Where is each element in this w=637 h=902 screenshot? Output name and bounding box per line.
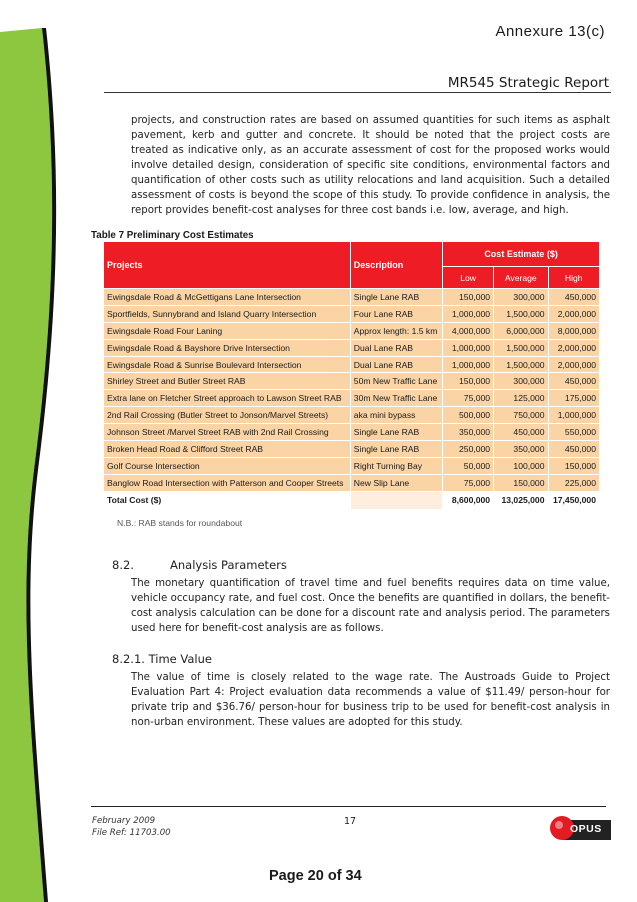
cost-estimates-table [103,241,600,510]
opus-logo [549,815,611,843]
total-row [104,492,599,509]
annexure-label: Annexure 13(c) [495,23,605,40]
column-header-cost-estimate: Cost Estimate ($) [443,242,599,266]
low-cell: 500,000 [443,407,493,423]
table-row [104,390,599,406]
project-cell: Johnson Street /Marvel Street RAB with 2nd Rail Crossing [104,424,350,440]
page-counter: Page 20 of 34 [269,868,362,884]
average-cell: 350,000 [494,441,547,457]
project-cell: Broken Head Road & Clifford Street RAB [104,441,350,457]
high-cell: 8,000,000 [549,323,600,339]
description-cell: 50m New Traffic Lane [351,373,442,389]
low-cell: 150,000 [443,289,493,305]
project-cell: Extra lane on Fletcher Street approach to Lawson Street RAB [104,390,350,406]
project-cell: Ewingsdale Road Four Laning [104,323,350,339]
column-header-description: Description [351,242,442,288]
high-cell: 450,000 [549,289,600,305]
low-cell: 150,000 [443,373,493,389]
low-cell: 350,000 [443,424,493,440]
footer-date: February 2009 [92,816,156,826]
column-header-high: High [549,267,600,288]
table-row [104,475,599,491]
footer-rule [91,806,606,807]
project-cell: Sportfields, Sunnybrand and Island Quarry Intersection [104,306,350,322]
footer-file-ref: File Ref: 11703.00 [92,828,171,838]
page-number: 17 [344,816,357,827]
time-value-paragraph: The value of time is closely related to the wage rate. The Austroads Guide to Project Evaluation Part 4: Project evaluation data recommends a value of $11.49/ person-hour for private trip and $36.76/ person-hour for business trip to be used for benefit-cost analysis in non-urban environment. These values are adopted for this study. [131,672,610,728]
column-header-average: Average [494,267,547,288]
table-row [104,289,599,305]
average-cell: 300,000 [494,289,547,305]
table-caption: Table 7 Preliminary Cost Estimates [91,230,254,241]
average-cell: 1,500,000 [494,306,547,322]
footer-info [92,815,171,839]
table-row [104,458,599,474]
column-header-projects: Projects [104,242,350,288]
table-row [104,424,599,440]
section-title: Analysis Parameters [170,558,287,572]
average-cell: 450,000 [494,424,547,440]
low-cell: 75,000 [443,475,493,491]
description-cell: New Slip Lane [351,475,442,491]
description-cell: Approx length: 1.5 km [351,323,442,339]
average-cell: 100,000 [494,458,547,474]
average-cell: 6,000,000 [494,323,547,339]
table-row [104,340,599,356]
high-cell: 2,000,000 [549,306,600,322]
table-row [104,306,599,322]
table-row [104,407,599,423]
table-row [104,373,599,389]
average-cell: 300,000 [494,373,547,389]
low-cell: 4,000,000 [443,323,493,339]
average-cell: 750,000 [494,407,547,423]
project-cell: Ewingsdale Road & McGettigans Lane Intersection [104,289,350,305]
high-cell: 1,000,000 [549,407,600,423]
low-cell: 1,000,000 [443,306,493,322]
description-cell: aka mini bypass [351,407,442,423]
low-cell: 50,000 [443,458,493,474]
average-cell: 125,000 [494,390,547,406]
description-cell: Single Lane RAB [351,424,442,440]
intro-paragraph: projects, and construction rates are based on assumed quantities for such items as asphalt pavement, kerb and gutter and concrete. It should be noted that the project costs are treated as indicative only, as an accurate assessment of cost for the proposed works would involve detailed design, consideration of specific site conditions, environmental factors and quantification of other costs such as utility relocations and land acquisition. Such a detailed assessment of costs is beyond the scope of this study. To provide confidence in analysis, the report provides benefit-cost analyses for three cost bands i.e. low, average, and high. [131,115,610,216]
project-cell: Ewingsdale Road & Bayshore Drive Intersection [104,340,350,356]
section-heading-8-2 [112,558,287,572]
section-heading-8-2-1: 8.2.1. Time Value [112,652,212,666]
total-high: 17,450,000 [549,492,600,509]
high-cell: 150,000 [549,458,600,474]
analysis-parameters-paragraph: The monetary quantification of travel time and fuel benefits requires data on time value, vehicle occupancy rate, and fuel cost. Once the benefits are quantified in dollars, the benefit-cost analysis calculation can be done for a discount rate and analysis period. The parameters used here for benefit-cost analysis are as follows. [131,578,610,634]
description-cell: 30m New Traffic Lane [351,390,442,406]
table-row [104,441,599,457]
low-cell: 250,000 [443,441,493,457]
description-cell: Dual Lane RAB [351,357,442,373]
low-cell: 1,000,000 [443,340,493,356]
low-cell: 1,000,000 [443,357,493,373]
high-cell: 550,000 [549,424,600,440]
average-cell: 150,000 [494,475,547,491]
table-row [104,357,599,373]
high-cell: 450,000 [549,373,600,389]
total-low: 8,600,000 [443,492,493,509]
table-row [104,323,599,339]
description-cell: Dual Lane RAB [351,340,442,356]
project-cell: Golf Course Intersection [104,458,350,474]
high-cell: 450,000 [549,441,600,457]
table-note: N.B.: RAB stands for roundabout [117,518,243,528]
description-cell: Single Lane RAB [351,289,442,305]
project-cell: Shirley Street and Butler Street RAB [104,373,350,389]
total-blank-cell [351,492,442,509]
average-cell: 1,500,000 [494,357,547,373]
total-label: Total Cost ($) [104,492,350,509]
average-cell: 1,500,000 [494,340,547,356]
high-cell: 2,000,000 [549,357,600,373]
description-cell: Right Turning Bay [351,458,442,474]
logo-text: OPUS [570,823,602,835]
low-cell: 75,000 [443,390,493,406]
total-average: 13,025,000 [494,492,547,509]
project-cell: Banglow Road Intersection with Patterson and Cooper Streets [104,475,350,491]
high-cell: 225,000 [549,475,600,491]
report-title: MR545 Strategic Report [447,75,609,91]
column-header-low: Low [443,267,493,288]
project-cell: 2nd Rail Crossing (Butler Street to Jonson/Marvel Streets) [104,407,350,423]
high-cell: 175,000 [549,390,600,406]
header-rule [104,92,611,93]
description-cell: Single Lane RAB [351,441,442,457]
section-number: 8.2. [112,558,134,572]
high-cell: 2,000,000 [549,340,600,356]
description-cell: Four Lane RAB [351,306,442,322]
project-cell: Ewingsdale Road & Sunrise Boulevard Intersection [104,357,350,373]
